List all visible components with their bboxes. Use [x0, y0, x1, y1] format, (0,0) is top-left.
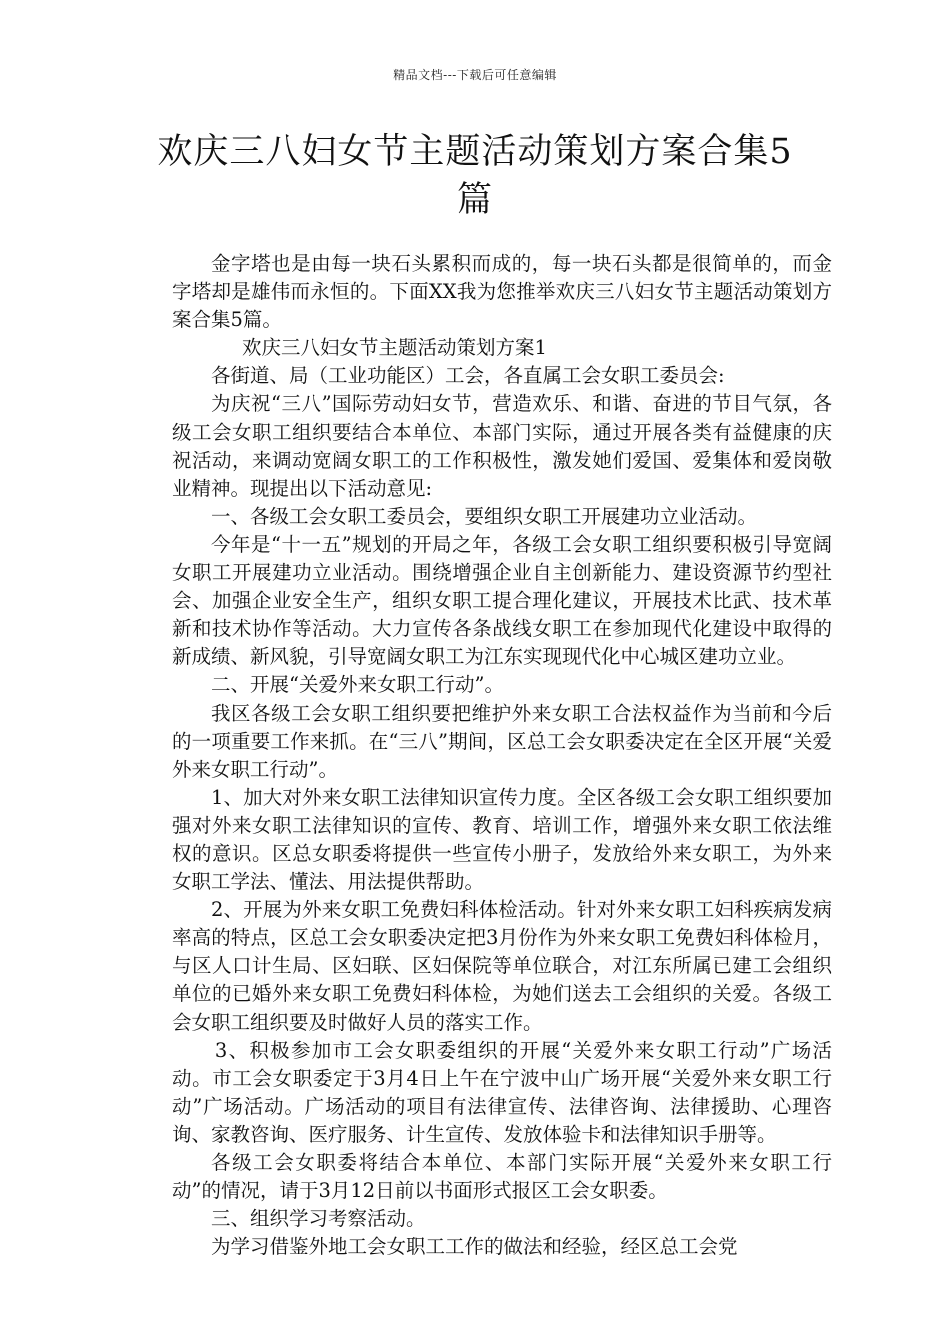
paragraph-purpose: 为庆祝“三八”国际劳动妇女节，营造欢乐、和谐、奋进的节目气氛，各级工会女职工组织要结合本单位、本部门实际，通过开展各类有益健康的庆祝活动，来调动宽阔女职工的工作积极性，激发她们爱国、爱集体和爱岗敬业精神。现提出以下活动意见:: [172, 392, 832, 500]
section-heading-plan-1: 欢庆三八妇女节主题活动策划方案1: [242, 336, 547, 360]
paragraph-subitem-1: 1、加大对外来女职工法律知识宣传力度。全区各级工会女职工组织要加强对外来女职工法律知识的宣传、教育、培训工作，增强外来女职工依法维权的意识。区总女职委将提供一些宣传小册子，发放给外来女职工，为外来女职工学法、懂法、用法提供帮助。: [172, 785, 832, 894]
paragraph-intro: 金字塔也是由每一块石头累积而成的，每一块石头都是很简单的，而金字塔却是雄伟而永恒的。下面XX我为您推举欢庆三八妇女节主题活动策划方案合集5篇。: [172, 252, 832, 332]
paragraph-item-1-heading: 一、各级工会女职工委员会，要组织女职工开展建功立业活动。: [211, 504, 758, 528]
document-title: 欢庆三八妇女节主题活动策划方案合集5篇: [157, 132, 793, 220]
paragraph-item-3-body: 为学习借鉴外地工会女职工工作的做法和经验，经区总工会党: [211, 1235, 738, 1259]
paragraph-subitem-3: 3、积极参加市工会女职委组织的开展“关爱外来女职工行动”广场活动。市工会女职委定于3月4日上午在宁波中山广场开展“关爱外来女职工行动”广场活动。广场活动的项目有法律宣传、法律咨询、法律援助、心理咨询、家教咨询、医疗服务、计生宣传、发放体验卡和法律知识手册等。: [172, 1038, 832, 1146]
paragraph-addressee: 各街道、局（工业功能区）工会，各直属工会女职工委员会:: [211, 364, 725, 388]
paragraph-item-3-heading: 三、组织学习考察活动。: [211, 1207, 426, 1231]
paragraph-item-2-heading: 二、开展“关爱外来女职工行动”。: [211, 673, 504, 697]
document-body: [172, 250, 832, 1261]
paragraph-subitem-2: 2、开展为外来女职工免费妇科体检活动。针对外来女职工妇科疾病发病率高的特点，区总工会女职委决定把3月份作为外来女职工免费妇科体检月，与区人口计生局、区妇联、区妇保院等单位联合，对江东所属已建工会组织单位的已婚外来女职工免费妇科体检，为她们送去工会组织的关爱。各级工会女职工组织要及时做好人员的落实工作。: [172, 898, 832, 1034]
paragraph-report-request: 各级工会女职委将结合本单位、本部门实际开展“关爱外来女职工行动”的情况，请于3月12日前以书面形式报区工会女职委。: [172, 1151, 832, 1203]
paragraph-item-2-body: 我区各级工会女职工组织要把维护外来女职工合法权益作为当前和今后的一项重要工作来抓。在“三八”期间，区总工会女职委决定在全区开展“关爱外来女职工行动”。: [172, 701, 832, 781]
header-note: 精品文档---下载后可任意编辑: [393, 68, 557, 82]
paragraph-item-1-body: 今年是“十一五”规划的开局之年，各级工会女职工组织要积极引导宽阔女职工开展建功立业活动。围绕增强企业自主创新能力、建设资源节约型社会、加强企业安全生产，组织女职工提合理化建议，开展技术比武、技术革新和技术协作等活动。大力宣传各条战线女职工在参加现代化建设中取得的新成绩、新风貌，引导宽阔女职工为江东实现现代化中心城区建功立业。: [172, 532, 832, 669]
